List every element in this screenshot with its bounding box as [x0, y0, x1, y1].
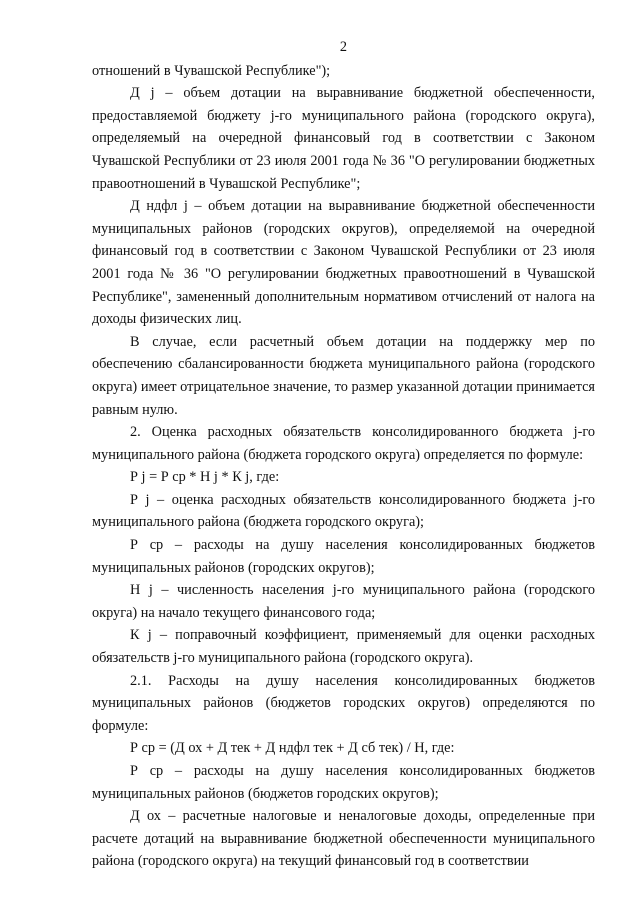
paragraph-negative-case: В случае, если расчетный объем дотации на поддержку мер по обеспечению сбалансированности бюджета муниципального района (городского округа) имеет отрицательное значение, то размер указанной дотации принимается равным нулю. — [92, 333, 595, 418]
formula-pj: Р j = Р ср * Н j * К j, где: — [130, 469, 280, 486]
paragraph-definition-pj: Р j – оценка расходных обязательств консолидированного бюджета j-го муниципального района (бюджета городского округа); — [92, 491, 595, 531]
page-number: 2 — [339, 39, 348, 55]
paragraph-definition-kj: К j – поправочный коэффициент, применяемый для оценки расходных обязательств j-го муниципального района (городского округа). — [92, 627, 595, 667]
formula-pcp: Р ср = (Д ох + Д тек + Д ндфл тек + Д сб тек) / Н, где: — [130, 740, 455, 757]
paragraph-definition-pcp: Р ср – расходы на душу населения консолидированных бюджетов муниципальных районов (городских округов); — [92, 537, 595, 576]
paragraph-section-2: 2. Оценка расходных обязательств консолидированного бюджета j-го муниципального района (бюджета городского округа) определяется по формуле: — [92, 424, 595, 463]
paragraph-definition-dox: Д ох – расчетные налоговые и неналоговые доходы, определенные при расчете дотаций на выравнивание бюджетной обеспеченности муниципального района (городского округа) на текущий финансовый год в соответствии — [92, 808, 595, 870]
paragraph-definition-dndfl: Д ндфл j – объем дотации на выравнивание бюджетной обеспеченности муниципальных районов (городских округов), определяемой на очередной финансовый год в соответствии с Законом Чувашской Республики от 23 июля 2001 года № 36 "О регулировании бюджетных правоотношений в Чувашской Республике", замененный дополнительным нормативом отчислений от налога на доходы физических лиц. — [92, 198, 595, 328]
paragraph-definition-dj: Д j – объем дотации на выравнивание бюджетной обеспеченности, предоставляемой бюджету j-го муниципального района (городского округа), определяемый на очередной финансовый год в соответствии с Законом Чувашской Республики от 23 июля 2001 года № 36 "О регулировании бюджетных правоотношений в Чувашской Республике"; — [92, 85, 595, 192]
paragraph-definition-nj: Н j – численность населения j-го муниципального района (городского округа) на начало текущего финансового года; — [92, 582, 595, 621]
document-page — [92, 36, 595, 873]
paragraph-section-2-1: 2.1. Расходы на душу населения консолидированных бюджетов муниципальных районов (бюджетов городских округов) определяются по формуле: — [92, 672, 595, 734]
paragraph-continuation: отношений в Чувашской Республике"); — [92, 62, 331, 79]
paragraph-definition-pcp-2: Р ср – расходы на душу населения консолидированных бюджетов муниципальных районов (бюджетов городских округов); — [92, 763, 595, 802]
